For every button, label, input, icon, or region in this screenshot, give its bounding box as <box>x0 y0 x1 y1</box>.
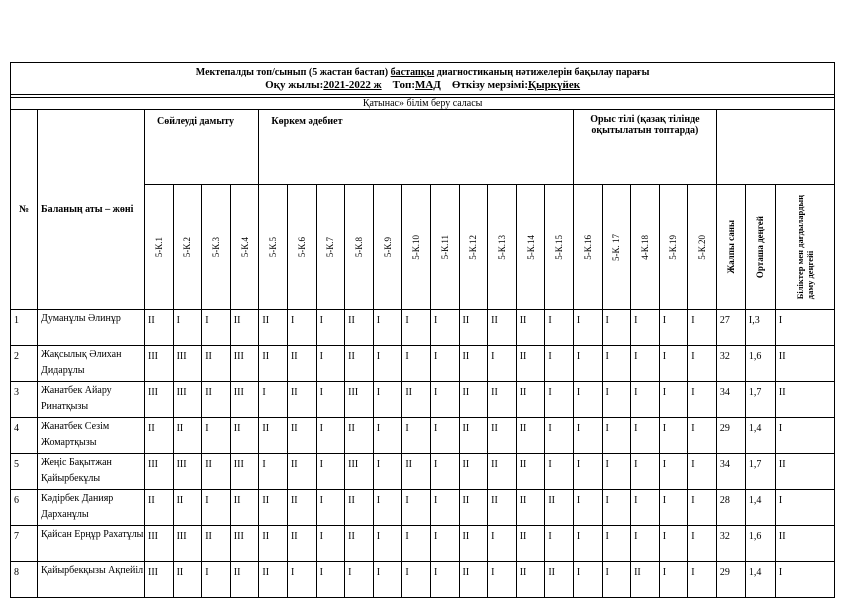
score-cell: I <box>545 526 574 562</box>
table-row <box>11 454 835 490</box>
score-cell: I <box>602 310 631 346</box>
row-number: 6 <box>11 490 38 526</box>
total-cell: 29 <box>716 418 745 454</box>
average-cell: I,3 <box>745 310 775 346</box>
level-cell: I <box>775 418 834 454</box>
table-row <box>11 310 835 346</box>
score-cell: II <box>459 382 488 418</box>
score-cell: II <box>459 346 488 382</box>
header-code: 5-К.3 <box>210 236 221 258</box>
score-cell: I <box>631 382 660 418</box>
score-cell: II <box>202 454 231 490</box>
score-cell: I <box>316 346 345 382</box>
score-cell: I <box>688 382 717 418</box>
score-cell: I <box>659 526 688 562</box>
table-row <box>11 382 835 418</box>
score-cell: I <box>430 562 459 598</box>
score-cell: I <box>173 310 202 346</box>
score-cell: I <box>659 454 688 490</box>
header-code: 5-К.1 <box>153 236 164 258</box>
level-cell: I <box>775 490 834 526</box>
child-name: Жеңіс Бақытжан Қайырбекұлы <box>38 454 145 490</box>
score-cell: II <box>402 454 431 490</box>
score-cell: I <box>688 454 717 490</box>
score-cell: I <box>202 418 231 454</box>
score-cell: III <box>230 346 259 382</box>
score-cell: II <box>516 562 545 598</box>
header-code-cell <box>345 185 374 310</box>
score-cell: II <box>287 418 316 454</box>
header-code-cell <box>173 185 202 310</box>
header-code: 5-К.8 <box>353 236 364 258</box>
score-cell: I <box>316 526 345 562</box>
average-cell: 1,6 <box>745 346 775 382</box>
score-cell: I <box>631 310 660 346</box>
child-name: Жанатбек Айару Ринатқызы <box>38 382 145 418</box>
score-cell: I <box>345 562 374 598</box>
score-cell: I <box>545 454 574 490</box>
score-cell: I <box>602 454 631 490</box>
header-code: 5-К.9 <box>382 236 393 258</box>
score-cell: II <box>459 454 488 490</box>
header-code: 5-К.6 <box>296 236 307 258</box>
header-code-cell <box>659 185 688 310</box>
score-cell: I <box>316 562 345 598</box>
header-code-cell <box>287 185 316 310</box>
score-cell: II <box>259 418 288 454</box>
score-cell: I <box>688 418 717 454</box>
score-cell: I <box>659 382 688 418</box>
table-row <box>11 562 835 598</box>
child-name: Жанатбек Сезім Жомартқызы <box>38 418 145 454</box>
score-cell: I <box>316 310 345 346</box>
score-cell: I <box>659 310 688 346</box>
score-cell: I <box>602 418 631 454</box>
score-cell: I <box>631 346 660 382</box>
header-total: Жалпы саны <box>725 220 736 274</box>
header-level-cell <box>775 185 834 310</box>
row-number: 4 <box>11 418 38 454</box>
score-cell: II <box>516 454 545 490</box>
score-cell: III <box>145 382 174 418</box>
score-cell: I <box>316 454 345 490</box>
score-cell: II <box>516 382 545 418</box>
score-cell: III <box>173 346 202 382</box>
score-cell: II <box>145 490 174 526</box>
score-cell: II <box>488 382 517 418</box>
score-cell: I <box>573 526 602 562</box>
score-cell: II <box>145 310 174 346</box>
group-speech-development: Сөйлеуді дамыту <box>145 110 259 185</box>
score-cell: II <box>287 454 316 490</box>
score-cell: I <box>659 418 688 454</box>
score-cell: II <box>173 562 202 598</box>
title-row <box>11 63 835 95</box>
average-cell: 1,4 <box>745 562 775 598</box>
total-cell: 34 <box>716 454 745 490</box>
score-cell: I <box>430 418 459 454</box>
score-cell: I <box>402 346 431 382</box>
score-cell: I <box>316 418 345 454</box>
score-cell: II <box>173 490 202 526</box>
header-code-cell <box>688 185 717 310</box>
header-number: № <box>11 110 38 310</box>
score-cell: II <box>287 526 316 562</box>
header-code-cell <box>516 185 545 310</box>
score-cell: III <box>173 454 202 490</box>
score-cell: I <box>402 490 431 526</box>
header-code-cell <box>545 185 574 310</box>
score-cell: I <box>573 454 602 490</box>
table-row <box>11 526 835 562</box>
header-code-cell <box>259 185 288 310</box>
group-summary-blank <box>716 110 834 185</box>
table-row <box>11 490 835 526</box>
average-cell: 1,7 <box>745 382 775 418</box>
child-name: Кәдірбек Данияр Дарханұлы <box>38 490 145 526</box>
score-cell: II <box>516 418 545 454</box>
score-cell: III <box>345 382 374 418</box>
score-cell: III <box>173 382 202 418</box>
total-cell: 29 <box>716 562 745 598</box>
score-cell: II <box>259 490 288 526</box>
score-cell: I <box>373 562 402 598</box>
table-row <box>11 346 835 382</box>
average-cell: 1,4 <box>745 490 775 526</box>
score-cell: I <box>688 526 717 562</box>
header-code-cell <box>402 185 431 310</box>
score-cell: II <box>287 346 316 382</box>
score-cell: I <box>316 382 345 418</box>
score-cell: I <box>373 310 402 346</box>
header-total-cell <box>716 185 745 310</box>
score-cell: I <box>631 454 660 490</box>
score-cell: I <box>688 346 717 382</box>
child-name: Қайсан Ерңұр Рахатұлы <box>38 526 145 562</box>
score-cell: III <box>230 526 259 562</box>
header-code: 5-К.11 <box>439 234 450 260</box>
header-code: 5-К.20 <box>697 234 708 260</box>
score-cell: I <box>316 490 345 526</box>
score-cell: II <box>488 490 517 526</box>
score-cell: I <box>402 418 431 454</box>
score-cell: III <box>230 382 259 418</box>
score-cell: I <box>631 490 660 526</box>
score-cell: I <box>573 562 602 598</box>
score-cell: II <box>202 526 231 562</box>
score-cell: I <box>488 562 517 598</box>
score-cell: I <box>287 562 316 598</box>
row-number: 1 <box>11 310 38 346</box>
score-cell: I <box>688 490 717 526</box>
header-code-cell <box>430 185 459 310</box>
header-code: 5-К.2 <box>182 236 193 258</box>
total-cell: 32 <box>716 526 745 562</box>
score-cell: I <box>373 382 402 418</box>
score-cell: II <box>145 418 174 454</box>
header-code: 5-К.7 <box>325 236 336 258</box>
child-name: Думанұлы Әлинұр <box>38 310 145 346</box>
score-cell: II <box>345 310 374 346</box>
section-label: Қатынас» білім беру саласы <box>11 98 835 110</box>
score-cell: I <box>602 490 631 526</box>
diagnostics-table <box>10 62 835 598</box>
score-cell: II <box>516 346 545 382</box>
score-cell: I <box>688 562 717 598</box>
score-cell: II <box>545 562 574 598</box>
score-cell: I <box>573 490 602 526</box>
average-cell: 1,4 <box>745 418 775 454</box>
score-cell: I <box>602 562 631 598</box>
score-cell: II <box>516 310 545 346</box>
header-code-cell <box>459 185 488 310</box>
header-code-cell <box>631 185 660 310</box>
score-cell: III <box>230 454 259 490</box>
score-cell: I <box>430 382 459 418</box>
score-cell: III <box>145 454 174 490</box>
score-cell: I <box>573 346 602 382</box>
header-average: Орташа деңгей <box>755 215 766 279</box>
score-cell: I <box>602 526 631 562</box>
score-cell: II <box>345 418 374 454</box>
score-cell: II <box>230 310 259 346</box>
score-cell: II <box>459 490 488 526</box>
score-cell: I <box>373 526 402 562</box>
score-cell: III <box>173 526 202 562</box>
score-cell: II <box>459 310 488 346</box>
score-cell: II <box>459 562 488 598</box>
section-row <box>11 98 835 110</box>
score-cell: I <box>602 346 631 382</box>
header-average-cell <box>745 185 775 310</box>
child-name: Жақсылық Әлихан Дидарұлы <box>38 346 145 382</box>
score-cell: II <box>259 346 288 382</box>
header-code-cell <box>602 185 631 310</box>
score-cell: I <box>659 562 688 598</box>
score-cell: III <box>145 346 174 382</box>
score-cell: I <box>659 490 688 526</box>
score-cell: I <box>373 454 402 490</box>
score-cell: I <box>202 310 231 346</box>
score-cell: I <box>430 346 459 382</box>
level-cell: II <box>775 346 834 382</box>
score-cell: II <box>173 418 202 454</box>
header-code: 5-К.15 <box>554 234 565 260</box>
score-cell: I <box>545 418 574 454</box>
score-cell: II <box>459 526 488 562</box>
title-main: Мектепалды топ/сынып (5 жастан бастап) бастапқы диагностиканың нәтижелерін бақылау парағы <box>195 67 650 78</box>
header-code: 5-К.14 <box>525 234 536 260</box>
score-cell: II <box>345 526 374 562</box>
score-cell: III <box>145 562 174 598</box>
score-cell: I <box>573 310 602 346</box>
header-code: 5-К. 17 <box>611 233 622 261</box>
score-cell: I <box>430 526 459 562</box>
group-fiction: Көркем әдебиет <box>259 110 574 185</box>
group-header-row <box>11 110 835 185</box>
level-cell: II <box>775 526 834 562</box>
score-cell: I <box>402 562 431 598</box>
group-russian-language: Орыс тілі (қазақ тілінде оқытылатын топтарда) <box>573 110 716 185</box>
header-code-cell <box>373 185 402 310</box>
row-number: 2 <box>11 346 38 382</box>
row-number: 8 <box>11 562 38 598</box>
score-cell: I <box>430 454 459 490</box>
score-cell: I <box>545 346 574 382</box>
header-code-cell <box>230 185 259 310</box>
header-code: 5-К.19 <box>668 234 679 260</box>
sheet-title <box>11 63 835 95</box>
score-cell: I <box>430 310 459 346</box>
score-cell: I <box>202 562 231 598</box>
score-cell: I <box>488 526 517 562</box>
score-cell: II <box>259 562 288 598</box>
header-code-cell <box>573 185 602 310</box>
title-sub: Оқу жылы:2021-2022 ж Топ:МАД Өткізу мерзімі:Қыркүйек <box>265 79 581 91</box>
score-cell: I <box>631 418 660 454</box>
score-cell: II <box>459 418 488 454</box>
score-cell: I <box>545 382 574 418</box>
score-cell: II <box>516 490 545 526</box>
row-number: 7 <box>11 526 38 562</box>
score-cell: I <box>373 418 402 454</box>
score-cell: II <box>259 526 288 562</box>
score-cell: II <box>488 454 517 490</box>
row-number: 5 <box>11 454 38 490</box>
score-cell: III <box>345 454 374 490</box>
level-cell: II <box>775 382 834 418</box>
average-cell: 1,6 <box>745 526 775 562</box>
header-code-cell <box>202 185 231 310</box>
score-cell: II <box>631 562 660 598</box>
row-number: 3 <box>11 382 38 418</box>
header-name: Баланың аты – жөні <box>38 110 145 310</box>
score-cell: II <box>545 490 574 526</box>
score-cell: I <box>287 310 316 346</box>
table-row <box>11 418 835 454</box>
level-cell: II <box>775 454 834 490</box>
score-cell: II <box>259 310 288 346</box>
header-code: 5-К.10 <box>411 234 422 260</box>
score-cell: I <box>259 454 288 490</box>
score-cell: II <box>230 490 259 526</box>
score-cell: II <box>488 310 517 346</box>
score-cell: II <box>230 562 259 598</box>
total-cell: 34 <box>716 382 745 418</box>
score-cell: II <box>287 490 316 526</box>
header-code-cell <box>316 185 345 310</box>
score-cell: I <box>402 310 431 346</box>
header-code: 5-К.13 <box>496 234 507 260</box>
score-cell: I <box>488 346 517 382</box>
child-name: Қайырбекқызы Ақпейіл <box>38 562 145 598</box>
level-cell: I <box>775 310 834 346</box>
total-cell: 27 <box>716 310 745 346</box>
score-cell: I <box>202 490 231 526</box>
score-cell: II <box>345 346 374 382</box>
score-cell: I <box>573 418 602 454</box>
score-cell: I <box>545 310 574 346</box>
average-cell: 1,7 <box>745 454 775 490</box>
header-code: 5-К.16 <box>582 234 593 260</box>
score-cell: I <box>631 526 660 562</box>
header-level: Біліктер мен дағдылардың даму деңгейі <box>795 194 816 300</box>
score-cell: I <box>688 310 717 346</box>
score-cell: I <box>373 490 402 526</box>
score-cell: II <box>287 382 316 418</box>
score-cell: I <box>659 346 688 382</box>
header-code: 4-К.18 <box>639 234 650 260</box>
header-code: 5-К.5 <box>268 236 279 258</box>
score-cell: I <box>259 382 288 418</box>
level-cell: I <box>775 562 834 598</box>
header-code-cell <box>145 185 174 310</box>
score-cell: II <box>230 418 259 454</box>
score-cell: I <box>402 526 431 562</box>
score-cell: II <box>202 346 231 382</box>
score-cell: II <box>488 418 517 454</box>
score-cell: I <box>373 346 402 382</box>
score-cell: II <box>516 526 545 562</box>
header-code-cell <box>488 185 517 310</box>
total-cell: 28 <box>716 490 745 526</box>
total-cell: 32 <box>716 346 745 382</box>
score-cell: I <box>602 382 631 418</box>
score-cell: II <box>345 490 374 526</box>
score-cell: I <box>430 490 459 526</box>
score-cell: II <box>202 382 231 418</box>
score-cell: II <box>402 382 431 418</box>
header-code: 5-К.4 <box>239 236 250 258</box>
score-cell: III <box>145 526 174 562</box>
header-code: 5-К.12 <box>468 234 479 260</box>
score-cell: I <box>573 382 602 418</box>
